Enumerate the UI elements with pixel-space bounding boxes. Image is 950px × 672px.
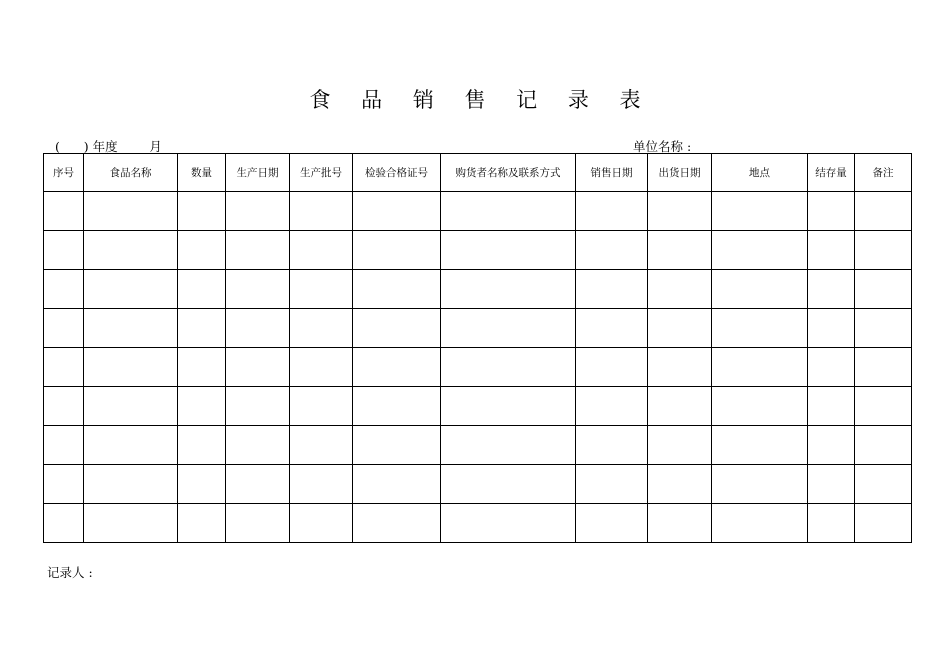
table-row	[44, 348, 912, 387]
table-cell[interactable]	[44, 387, 84, 426]
table-cell[interactable]	[808, 387, 855, 426]
table-cell[interactable]	[290, 387, 353, 426]
table-cell[interactable]	[290, 309, 353, 348]
table-cell[interactable]	[712, 426, 808, 465]
table-cell[interactable]	[648, 387, 712, 426]
table-cell[interactable]	[576, 465, 648, 504]
table-row	[44, 231, 912, 270]
table-cell[interactable]	[441, 309, 576, 348]
table-cell[interactable]	[441, 504, 576, 543]
table-cell[interactable]	[178, 504, 226, 543]
table-cell[interactable]	[855, 192, 912, 231]
table-cell[interactable]	[226, 426, 290, 465]
table-cell[interactable]	[226, 465, 290, 504]
col-header-serial: 序号	[44, 154, 84, 192]
table-cell[interactable]	[441, 387, 576, 426]
table-cell[interactable]	[441, 270, 576, 309]
table-cell[interactable]	[226, 231, 290, 270]
table-cell[interactable]	[855, 348, 912, 387]
table-cell[interactable]	[576, 231, 648, 270]
table-cell[interactable]	[226, 387, 290, 426]
col-header-batch-number: 生产批号	[290, 154, 353, 192]
table-cell[interactable]	[44, 504, 84, 543]
table-cell[interactable]	[44, 465, 84, 504]
table-cell[interactable]	[441, 192, 576, 231]
table-cell[interactable]	[226, 270, 290, 309]
table-cell[interactable]	[648, 270, 712, 309]
col-header-quantity: 数量	[178, 154, 226, 192]
table-cell[interactable]	[226, 192, 290, 231]
table-cell[interactable]	[290, 231, 353, 270]
table-cell[interactable]	[648, 231, 712, 270]
table-cell[interactable]	[648, 348, 712, 387]
table-cell[interactable]	[290, 465, 353, 504]
col-header-buyer-contact: 购货者名称及联系方式	[441, 154, 576, 192]
table-cell[interactable]	[855, 231, 912, 270]
table-cell[interactable]	[808, 231, 855, 270]
col-header-food-name: 食品名称	[84, 154, 178, 192]
table-cell[interactable]	[178, 348, 226, 387]
sales-record-table	[43, 153, 912, 543]
table-cell[interactable]	[178, 465, 226, 504]
table-cell[interactable]	[226, 504, 290, 543]
table-cell[interactable]	[353, 426, 441, 465]
col-header-certificate-number: 检验合格证号	[353, 154, 441, 192]
table-cell[interactable]	[855, 309, 912, 348]
col-header-sale-date: 销售日期	[576, 154, 648, 192]
table-cell[interactable]	[808, 465, 855, 504]
table-cell[interactable]	[353, 387, 441, 426]
table-cell[interactable]	[712, 348, 808, 387]
table-cell[interactable]	[712, 231, 808, 270]
table-cell[interactable]	[178, 231, 226, 270]
table-cell[interactable]	[44, 192, 84, 231]
col-header-stock: 结存量	[808, 154, 855, 192]
table-cell[interactable]	[290, 270, 353, 309]
table-cell[interactable]	[576, 309, 648, 348]
table-cell[interactable]	[84, 309, 178, 348]
table-cell[interactable]	[44, 348, 84, 387]
table-cell[interactable]	[712, 504, 808, 543]
table-cell[interactable]	[855, 270, 912, 309]
table-row	[44, 270, 912, 309]
table-cell[interactable]	[84, 465, 178, 504]
table-cell[interactable]	[576, 348, 648, 387]
page-title: 食 品 销 售 记 录 表	[309, 88, 653, 112]
table-cell[interactable]	[808, 504, 855, 543]
table-cell[interactable]	[808, 426, 855, 465]
table-header-row	[44, 154, 912, 192]
table-cell[interactable]	[441, 348, 576, 387]
table-row	[44, 309, 912, 348]
table-cell[interactable]	[84, 426, 178, 465]
table-cell[interactable]	[353, 504, 441, 543]
table-cell[interactable]	[178, 309, 226, 348]
table-cell[interactable]	[441, 465, 576, 504]
table-cell[interactable]	[84, 270, 178, 309]
table-cell[interactable]	[576, 426, 648, 465]
recorder-label: 记录人 :	[47, 565, 93, 580]
table-cell[interactable]	[441, 426, 576, 465]
table-cell[interactable]	[808, 348, 855, 387]
table-cell[interactable]	[648, 309, 712, 348]
table-cell[interactable]	[712, 465, 808, 504]
table-row	[44, 387, 912, 426]
table-cell[interactable]	[353, 348, 441, 387]
period-label: ( ) 年度 月	[55, 139, 162, 154]
table-cell[interactable]	[353, 309, 441, 348]
table-cell[interactable]	[712, 192, 808, 231]
table-cell[interactable]	[44, 309, 84, 348]
table-cell[interactable]	[648, 465, 712, 504]
table-cell[interactable]	[353, 192, 441, 231]
table-cell[interactable]	[855, 387, 912, 426]
table-cell[interactable]	[808, 192, 855, 231]
unit-name-label: 单位名称 :	[633, 139, 692, 154]
table-cell[interactable]	[84, 348, 178, 387]
table-cell[interactable]	[712, 387, 808, 426]
table-cell[interactable]	[576, 504, 648, 543]
col-header-production-date: 生产日期	[226, 154, 290, 192]
table-cell[interactable]	[290, 426, 353, 465]
col-header-remarks: 备注	[855, 154, 912, 192]
table-row	[44, 426, 912, 465]
table-cell[interactable]	[84, 192, 178, 231]
table-cell[interactable]	[353, 231, 441, 270]
col-header-shipment-date: 出货日期	[648, 154, 712, 192]
table-cell[interactable]	[712, 270, 808, 309]
table-cell[interactable]	[44, 270, 84, 309]
table-cell[interactable]	[178, 387, 226, 426]
table-cell[interactable]	[290, 504, 353, 543]
table-row	[44, 465, 912, 504]
table-row	[44, 192, 912, 231]
table-cell[interactable]	[441, 231, 576, 270]
table-cell[interactable]	[353, 270, 441, 309]
table-row	[44, 504, 912, 543]
col-header-location: 地点	[712, 154, 808, 192]
table-cell[interactable]	[226, 309, 290, 348]
table-cell[interactable]	[648, 426, 712, 465]
table-cell[interactable]	[44, 231, 84, 270]
table-cell[interactable]	[84, 231, 178, 270]
table-cell[interactable]	[44, 426, 84, 465]
table-cell[interactable]	[576, 387, 648, 426]
table-cell[interactable]	[84, 504, 178, 543]
table-cell[interactable]	[290, 192, 353, 231]
table-body	[44, 192, 912, 543]
table-cell[interactable]	[290, 348, 353, 387]
table-cell[interactable]	[712, 309, 808, 348]
table-cell[interactable]	[808, 309, 855, 348]
table-cell[interactable]	[353, 465, 441, 504]
table-cell[interactable]	[808, 270, 855, 309]
table-cell[interactable]	[855, 504, 912, 543]
table-cell[interactable]	[178, 192, 226, 231]
table-cell[interactable]	[226, 348, 290, 387]
table-cell[interactable]	[648, 504, 712, 543]
table-cell[interactable]	[178, 426, 226, 465]
table-cell[interactable]	[648, 192, 712, 231]
table-cell[interactable]	[576, 270, 648, 309]
table-cell[interactable]	[855, 465, 912, 504]
table-cell[interactable]	[84, 387, 178, 426]
table-cell[interactable]	[576, 192, 648, 231]
table-cell[interactable]	[178, 270, 226, 309]
table-cell[interactable]	[855, 426, 912, 465]
